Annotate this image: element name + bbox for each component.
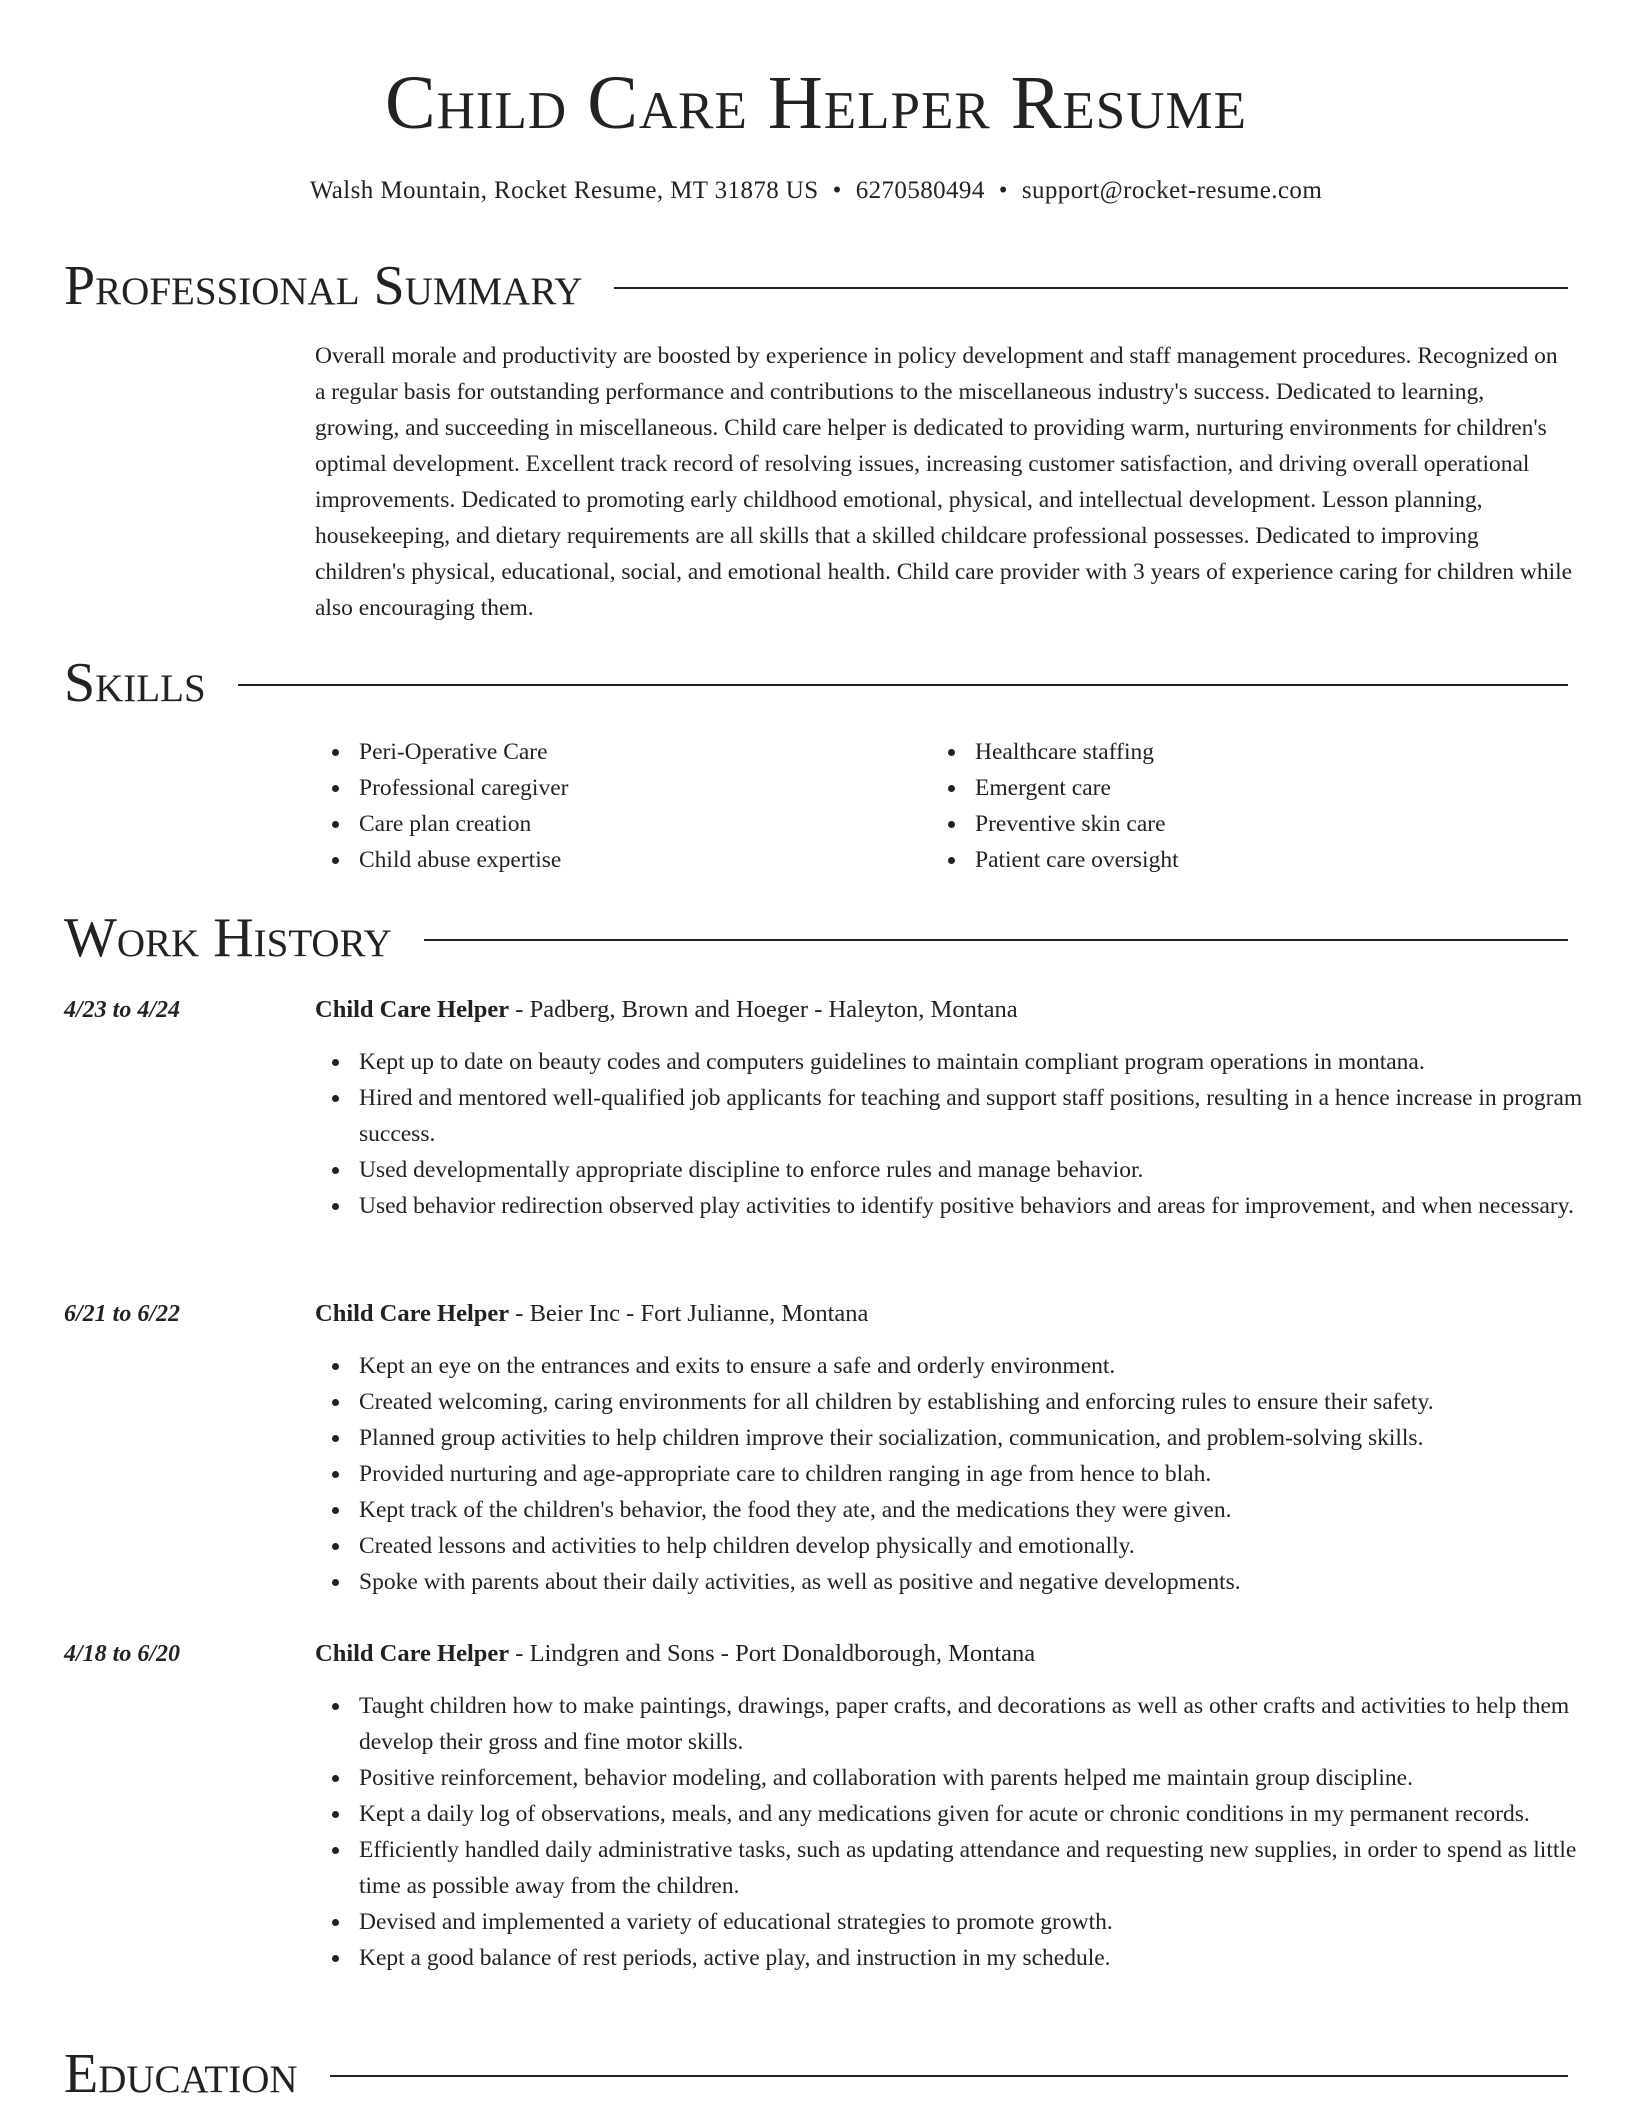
- job-bullet: Created lessons and activities to help children develop physically and emotionally.: [359, 1528, 1617, 1564]
- job-bullet: Planned group activities to help children improve their socialization, communication, and problem-solving skills.: [359, 1420, 1617, 1456]
- skill-item: Care plan creation: [359, 806, 931, 842]
- job-bullet: Positive reinforcement, behavior modeling, and collaboration with parents helped me maintain group discipline.: [359, 1760, 1617, 1796]
- job-bullet: Provided nurturing and age-appropriate care to children ranging in age from hence to blah.: [359, 1456, 1617, 1492]
- job-title: Child Care Helper: [315, 996, 510, 1023]
- skill-item: Healthcare staffing: [975, 734, 1547, 770]
- skills-list-right: [931, 734, 1547, 878]
- summary-section-header: [64, 254, 1568, 318]
- job-bullets: [315, 1348, 1617, 1600]
- job-details: - Padberg, Brown and Hoeger - Haleyton, Montana: [509, 996, 1018, 1023]
- job-bullet: Kept a daily log of observations, meals, and any medications given for acute or chronic conditions in my permanent records.: [359, 1796, 1617, 1832]
- job-dates: 6/21 to 6/22: [64, 1301, 181, 1327]
- skill-item: Emergent care: [975, 770, 1547, 806]
- job-bullet: Kept track of the children's behavior, the food they ate, and the medications they were given.: [359, 1492, 1617, 1528]
- summary-heading: Professional Summary: [64, 255, 583, 317]
- job-bullet: Used behavior redirection observed play activities to identify positive behaviors and areas for improvement, and when necessary.: [359, 1188, 1617, 1224]
- skill-item: Peri-Operative Care: [359, 734, 931, 770]
- job-details: - Lindgren and Sons - Port Donaldborough, Montana: [509, 1640, 1036, 1667]
- job-heading: [315, 992, 1018, 1028]
- job-bullets: [315, 1688, 1617, 1976]
- contact-separator: •: [998, 177, 1008, 204]
- job-heading: [315, 1296, 868, 1332]
- contact-address: Walsh Mountain, Rocket Resume, MT 31878 US: [309, 177, 819, 204]
- skill-item: Preventive skin care: [975, 806, 1547, 842]
- job-bullet: Kept a good balance of rest periods, active play, and instruction in my schedule.: [359, 1940, 1617, 1976]
- job-bullet: Created welcoming, caring environments for all children by establishing and enforcing rules to ensure their safety.: [359, 1384, 1617, 1420]
- summary-text: Overall morale and productivity are boosted by experience in policy development and staff management procedures. Recognized on a regular basis for outstanding performance and contributions to the miscellaneous industry's success. Dedicated to learning, growing, and succeeding in miscellaneous. Child care helper is dedicated to providing warm, nurturing environments for children's optimal development. Excellent track record of resolving issues, increasing customer satisfaction, and driving overall operational improvements. Dedicated to promoting early childhood emotional, physical, and intellectual development. Lesson planning, housekeeping, and dietary requirements are all skills that a skilled childcare professional possesses. Dedicated to improving children's physical, educational, social, and emotional health. Child care provider with 3 years of experience caring for children while also encouraging them.: [315, 343, 1573, 621]
- job-bullet: Hired and mentored well-qualified job applicants for teaching and support staff positions, resulting in a hence increase in program success.: [359, 1080, 1617, 1152]
- job-bullet: Spoke with parents about their daily activities, as well as positive and negative developments.: [359, 1564, 1617, 1600]
- skill-item: Patient care oversight: [975, 842, 1547, 878]
- job-bullet: Efficiently handled daily administrative tasks, such as updating attendance and requesting new supplies, in order to spend as little time as possible away from the children.: [359, 1832, 1617, 1904]
- job-bullet: Kept up to date on beauty codes and computers guidelines to maintain compliant program operations in montana.: [359, 1044, 1617, 1080]
- job-title: Child Care Helper: [315, 1300, 510, 1327]
- skills-heading: Skills: [64, 652, 206, 714]
- work-heading: Work History: [64, 907, 392, 969]
- job-bullet: Devised and implemented a variety of educational strategies to promote growth.: [359, 1904, 1617, 1940]
- job-details: - Beier Inc - Fort Julianne, Montana: [509, 1300, 869, 1327]
- skills-section-header: [64, 651, 1568, 715]
- skill-item: Professional caregiver: [359, 770, 931, 806]
- job-title: Child Care Helper: [315, 1640, 510, 1667]
- job-bullet: Used developmentally appropriate discipline to enforce rules and manage behavior.: [359, 1152, 1617, 1188]
- skill-item: Child abuse expertise: [359, 842, 931, 878]
- section-divider: [614, 287, 1568, 289]
- section-divider: [424, 939, 1568, 941]
- resume-title: Child Care Helper Resume: [384, 61, 1248, 145]
- job-bullet: Kept an eye on the entrances and exits to ensure a safe and orderly environment.: [359, 1348, 1617, 1384]
- contact-phone: 6270580494: [855, 177, 985, 204]
- contact-email: support@rocket-resume.com: [1021, 177, 1323, 204]
- contact-separator: •: [832, 177, 842, 204]
- education-section-header: [64, 2042, 1568, 2106]
- job-heading: [315, 1636, 1035, 1672]
- job-bullets: [315, 1044, 1617, 1224]
- work-section-header: [64, 906, 1568, 970]
- job-dates: 4/23 to 4/24: [64, 997, 181, 1023]
- skills-list-left: [315, 734, 931, 878]
- contact-line: [0, 174, 1632, 208]
- job-dates: 4/18 to 6/20: [64, 1641, 181, 1667]
- section-divider: [330, 2075, 1568, 2077]
- skills-grid: [315, 734, 1573, 878]
- education-heading: Education: [64, 2043, 298, 2105]
- section-divider: [238, 684, 1568, 686]
- job-bullet: Taught children how to make paintings, drawings, paper crafts, and decorations as well as other crafts and activities to help them develop their gross and fine motor skills.: [359, 1688, 1617, 1760]
